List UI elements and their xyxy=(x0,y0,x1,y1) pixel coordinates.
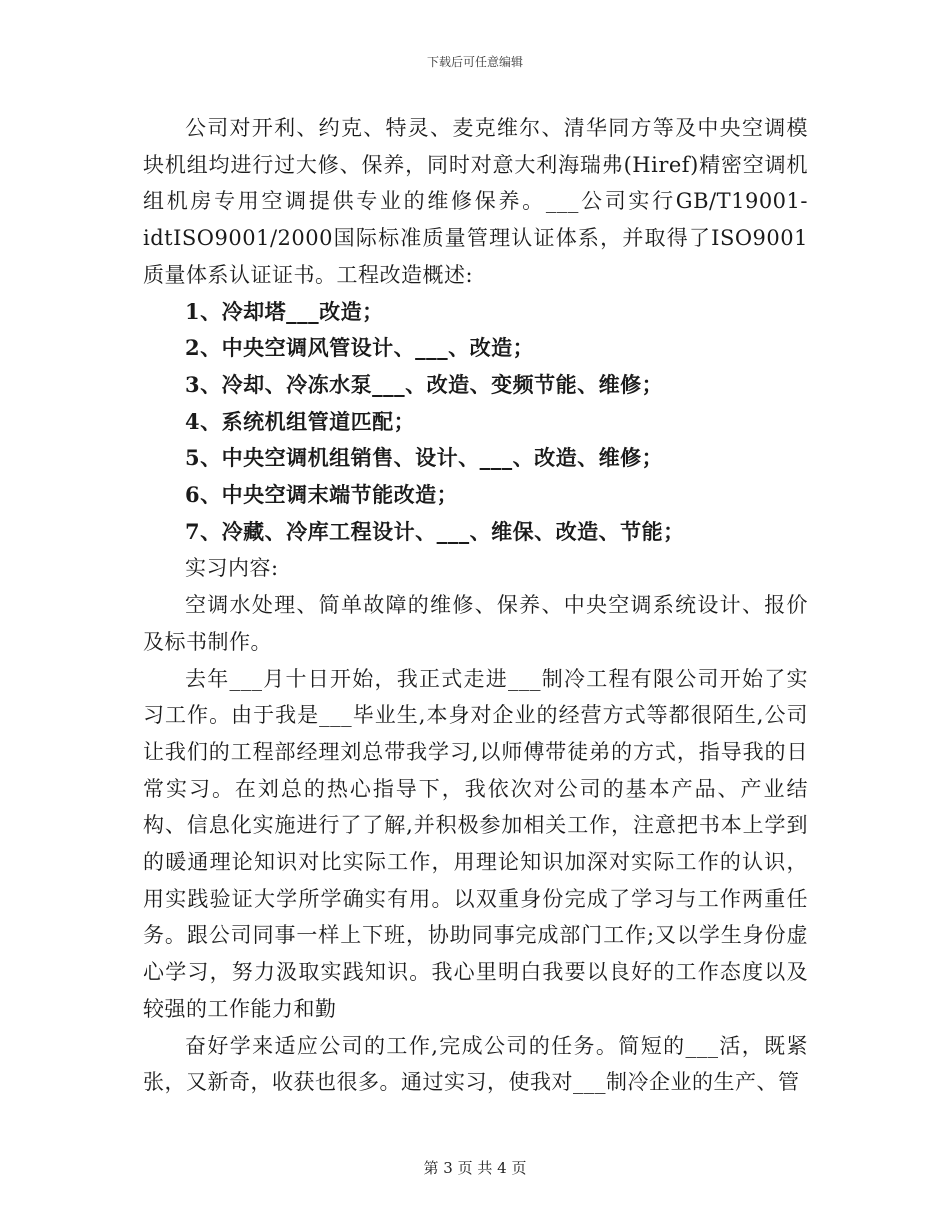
section-label-internship: 实习内容: xyxy=(185,556,279,581)
page-header: 下载后可任意编辑 xyxy=(426,55,523,69)
document-body xyxy=(143,110,808,1101)
paragraph-internship-continued: 奋好学来适应公司的工作,完成公司的任务。简短的___活，既紧张，又新奇，收获也很多。通过实习，使我对___制冷企业的生产、管 xyxy=(143,1033,808,1095)
list-item-2: 2、中央空调风管设计、___、改造； xyxy=(185,335,535,361)
list-item-1: 1、冷却塔___改造； xyxy=(185,298,384,324)
list-item-4: 4、系统机组管道匹配； xyxy=(185,408,416,434)
paragraph-internship-content: 空调水处理、简单故障的维修、保养、中央空调系统设计、报价及标书制作。 xyxy=(143,593,808,654)
paragraph-company-intro: 公司对开利、约克、特灵、麦克维尔、清华同方等及中央空调模块机组均进行过大修、保养，同时对意大利海瑞弗(Hiref)精密空调机组机房专用空调提供专业的维修保养。___公司实行GB/T19001-idtISO9001/2000国际标准质量管理认证体系，并取得了ISO9001质量体系认证证书。工程改造概述: xyxy=(143,116,808,287)
page-footer: 第 3 页 共 4 页 xyxy=(423,1159,527,1177)
paragraph-internship-experience: 去年___月十日开始，我正式走进___制冷工程有限公司开始了实习工作。由于我是___毕业生,本身对企业的经营方式等都很陌生,公司让我们的工程部经理刘总带我学习,以师傅带徒弟的方式，指导我的日常实习。在刘总的热心指导下，我依次对公司的基本产品、产业结构、信息化实施进行了了解,并积极参加相关工作，注意把书本上学到的暖通理论知识对比实际工作，用理论知识加深对实际工作的认识，用实践验证大学所学确实有用。以双重身份完成了学习与工作两重任务。跟公司同事一样上下班，协助同事完成部门工作;又以学生身份虚心学习，努力汲取实践知识。我心里明白我要以良好的工作态度以及较强的工作能力和勤 xyxy=(143,666,808,1021)
list-item-6: 6、中央空调末端节能改造； xyxy=(185,482,459,508)
list-item-5: 5、中央空调机组销售、设计、___、改造、维修； xyxy=(185,445,664,471)
list-item-3: 3、冷却、冷冻水泵___、改造、变频节能、维修； xyxy=(185,371,664,397)
list-item-7: 7、冷藏、冷库工程设计、___、维保、改造、节能； xyxy=(185,518,685,544)
